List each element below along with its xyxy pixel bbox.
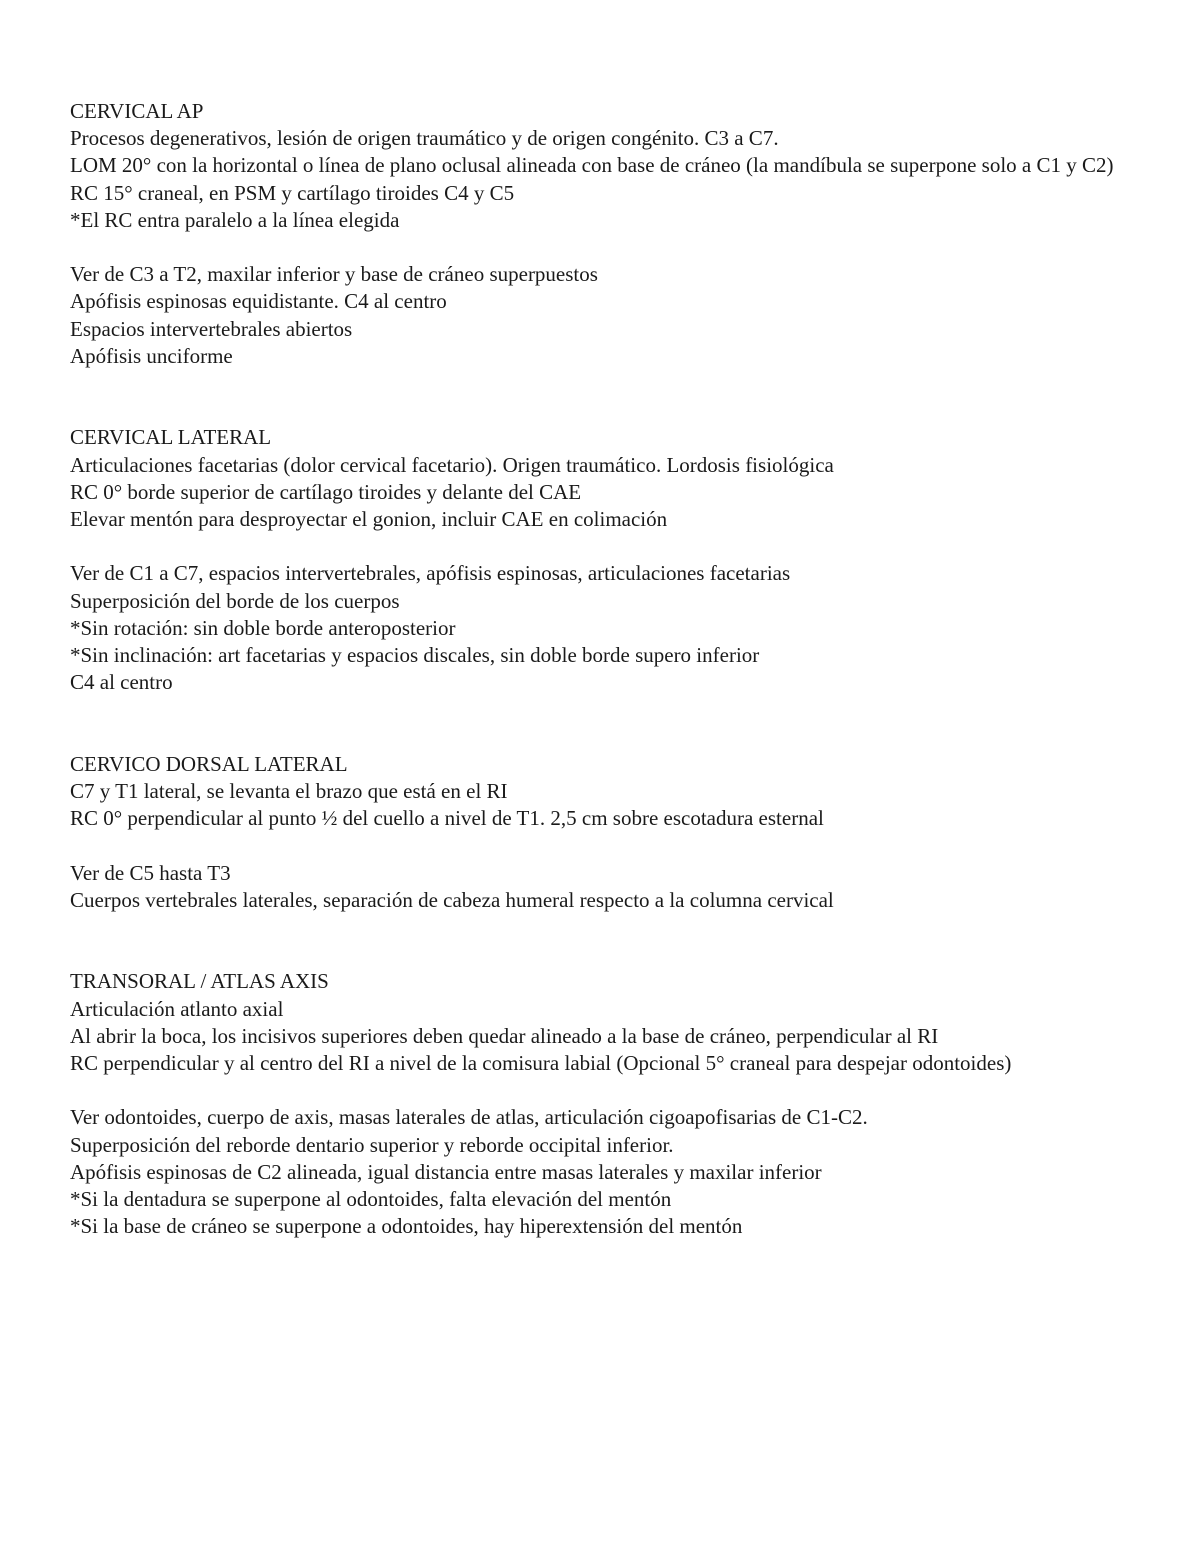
eval-line: Apófisis unciforme [70,343,233,368]
section-transoral-atlas-axis [70,968,1180,1240]
document-page [70,98,1180,1240]
eval-line: Cuerpos vertebrales laterales, separación de cabeza humeral respecto a la columna cervical [70,887,834,912]
eval-line: Espacios intervertebrales abiertos [70,316,353,341]
eval-line: *Si la base de cráneo se superpone a odontoides, hay hiperextensión del mentón [70,1214,743,1239]
text-line: Articulaciones facetarias (dolor cervical facetario). Origen traumático. Lordosis fisiológica [70,452,834,477]
section-cervico-dorsal-lateral [70,751,1180,914]
eval-line: Ver odontoides, cuerpo de axis, masas laterales de atlas, articulación cigoapofisarias de C1-C2. [70,1105,868,1130]
eval-line: Superposición del borde de los cuerpos [70,588,400,613]
eval-line: C4 al centro [70,670,173,695]
text-line: Procesos degenerativos, lesión de origen traumático y de origen congénito. C3 a C7. [70,126,779,151]
section-cervical-lateral [70,424,1180,696]
section-cervical-ap [70,98,1180,370]
eval-line: *Si la dentadura se superpone al odontoides, falta elevación del mentón [70,1187,672,1212]
text-line: Elevar mentón para desproyectar el gonion, incluir CAE en colimación [70,507,668,532]
eval-line: Superposición del reborde dentario superior y reborde occipital inferior. [70,1132,674,1157]
section-heading: CERVICAL LATERAL [70,425,272,450]
text-line: C7 y T1 lateral, se levanta el brazo que está en el RI [70,779,508,804]
text-line: RC 0° borde superior de cartílago tiroides y delante del CAE [70,479,582,504]
eval-line: Ver de C1 a C7, espacios intervertebrales, apófisis espinosas, articulaciones facetarias [70,561,791,586]
text-line: Al abrir la boca, los incisivos superiores deben quedar alineado a la base de cráneo, perpendicular al RI [70,1023,939,1048]
section-heading: CERVICAL AP [70,99,204,123]
text-line: RC 0° perpendicular al punto ½ del cuello a nivel de T1. 2,5 cm sobre escotadura esternal [70,806,824,831]
text-line: Articulación atlanto axial [70,996,284,1021]
eval-line: Ver de C3 a T2, maxilar inferior y base de cráneo superpuestos [70,262,598,287]
section-heading: CERVICO DORSAL LATERAL [70,751,348,776]
text-line: LOM 20° con la horizontal o línea de plano oclusal alineada con base de cráneo (la mandíbula se superpone solo a C1 y C2) [70,153,1114,178]
text-line: RC 15° craneal, en PSM y cartílago tiroides C4 y C5 [70,180,515,205]
text-line: RC perpendicular y al centro del RI a nivel de la comisura labial (Opcional 5° craneal para despejar odontoides) [70,1051,1012,1076]
text-line: *El RC entra paralelo a la línea elegida [70,207,400,232]
eval-line: Ver de C5 hasta T3 [70,860,231,885]
eval-line: Apófisis espinosas equidistante. C4 al centro [70,289,447,314]
section-heading: TRANSORAL / ATLAS AXIS [70,969,329,994]
eval-line: Apófisis espinosas de C2 alineada, igual distancia entre masas laterales y maxilar inferior [70,1159,822,1184]
eval-line: *Sin inclinación: art facetarias y espacios discales, sin doble borde supero inferior [70,643,760,668]
eval-line: *Sin rotación: sin doble borde anteroposterior [70,615,456,640]
